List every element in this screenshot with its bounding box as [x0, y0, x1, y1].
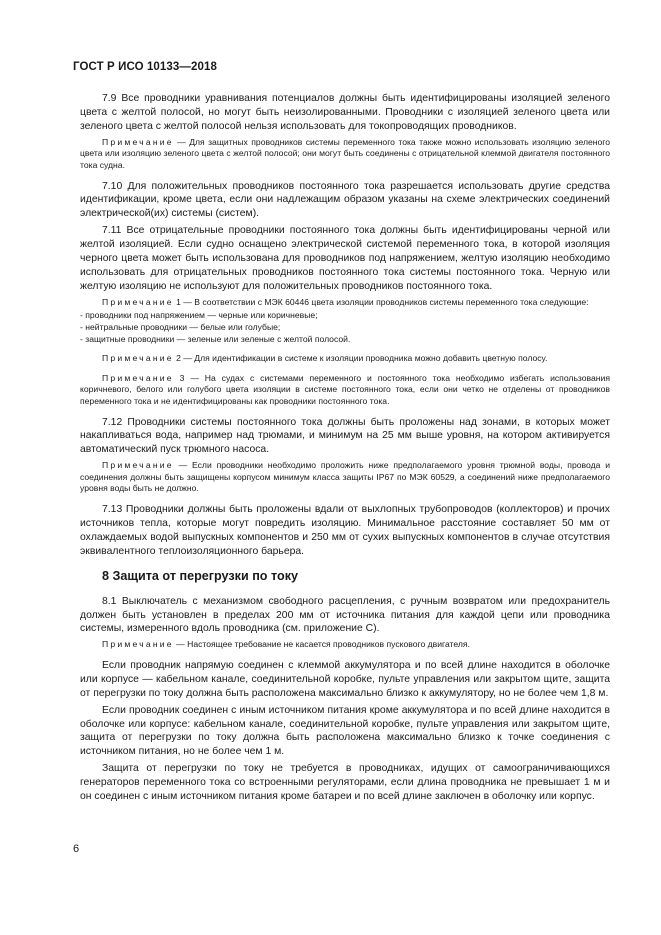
note-text: 3 — На судах с системами переменного и постоянного тока необходимо избегать использования коричневого, белого или голубого цвета изоляции в системе постоянного тока, если они четко не отделены от проводников переменного тока и не идентифицированы как проводники постоянного тока. — [80, 372, 610, 406]
note-7-11-2 — [80, 353, 610, 365]
list-item: - нейтральные проводники — белые или голубые; — [80, 321, 281, 332]
note-7-11-1 — [80, 297, 610, 309]
section-8-heading: 8 Защита от перегрузки по току — [102, 568, 299, 583]
paragraph-7-11: 7.11 Все отрицательные проводники постоянного тока должны быть идентифицированы черной или желтой изоляцией. Если судно оснащено электрической системой переменного тока, в которой изоляция черного цвета может быть использована для проводников под напряжением, желтую изоляцию необходимо использовать для отрицательных проводников постоянного тока системы постоянного тока. Черную или желтую изоляцию не используют для положительных проводников постоянного тока. — [80, 225, 610, 292]
note-label: Примечание — [102, 639, 174, 650]
note-7-11-3 — [80, 373, 610, 408]
note-text: — Настоящее требование не касается проводников пускового двигателя. — [173, 639, 470, 650]
note-text: 1 — В соответствии с МЭК 60446 цвета изоляции проводников системы переменного тока следующие: — [173, 296, 589, 307]
note-8-1 — [80, 639, 610, 651]
paragraph-7-12: 7.12 Проводники системы постоянного тока должны быть проложены над зонами, в которых может накапливаться вода, например над трюмами, и минимум на 25 мм выше уровня, на котором активируется автоматический пуск трюмного насоса. — [80, 416, 610, 456]
paragraph-7-10: 7.10 Для положительных проводников постоянного тока разрешается использовать другие средства идентификации, кроме цвета, если они надлежащим образом указаны на схеме электрических соединений электрической(их) системы (систем). — [80, 180, 610, 220]
note-label: Примечание — [102, 460, 174, 471]
paragraph-8-2: Если проводник напрямую соединен с клеммой аккумулятора и по всей длине находится в оболочке или корпусе — кабельном канале, соединительной коробке, пульте управления или закрытом щите, защита от перегрузки по току должна быть расположена максимально близко к аккумулятору, но не более чем 1,8 м. — [80, 659, 610, 699]
note-text: — Если проводники необходимо проложить ниже предполагаемого уровня трюмной воды, провода и соединения должны быть защищены корпусом минимум класса защиты IP67 по МЭК 60529, а соединений ниже предполагаемого уровня воды быть не должно. — [80, 460, 610, 494]
note-7-9 — [80, 137, 610, 172]
color-list — [80, 310, 610, 345]
page-number: 6 — [73, 843, 80, 855]
paragraph-7-13: 7.13 Проводники должны быть проложены вдали от выхлопных трубопроводов (коллекторов) и прочих источников тепла, которые могут повредить изоляцию. Минимальное расстояние составляет 50 мм от охлаждаемых водой выпускных компонентов и 250 мм от сухих выпускных компонентов в случае отсутствия эквивалентного теплоизоляционного барьера. — [80, 504, 610, 557]
paragraph-8-4: Защита от перегрузки по току не требуется в проводниках, идущих от самоограничивающихся генераторов переменного тока со встроенными регуляторами, если длина проводника не превышает 1 м и он соединен с иным источником питания кроме батареи и по всей длине заключен в оболочку или корпус. — [80, 763, 610, 803]
list-item: - защитные проводники — зеленые или зеленые с желтой полосой. — [80, 333, 351, 344]
note-7-12 — [80, 460, 610, 495]
note-label: Примечание — [102, 372, 174, 383]
document-header: ГОСТ Р ИСО 10133—2018 — [73, 61, 218, 73]
paragraph-8-3: Если проводник соединен с иным источником питания кроме аккумулятора и по всей длине находится в оболочке или корпусе: кабельном канале, соединительной коробке, пульте управления или закрытом щите, защита от перегрузки по току должна быть расположена максимально близко к точке соединения с источником питания, но не более чем 1 м. — [80, 704, 610, 758]
note-label: Примечание — [102, 353, 174, 364]
paragraph-7-9: 7.9 Все проводники уравнивания потенциалов должны быть идентифицированы изоляцией зеленого цвета с желтой полосой, но могут быть неизолированными. Проводники с изоляцией зеленого цвета или зеленого цвета с желтой полосой нельзя использовать для токопроводящих проводников. — [80, 93, 610, 132]
note-label: Примечание — [102, 296, 174, 307]
note-text: — Для защитных проводников системы переменного тока также можно использовать изоляцию зеленого цвета или изоляцию зеленого цвета с желтой полосой; они могут быть соединены с отрицательной клеммой двигателя постоянного тока судна. — [80, 136, 610, 170]
note-text: 2 — Для идентификации в системе к изоляции проводника можно добавить цветную полосу. — [173, 353, 548, 364]
paragraph-8-1: 8.1 Выключатель с механизмом свободного расцепления, с ручным возвратом или предохранитель должен быть установлен в пределах 200 мм от источника питания для каждой цепи или проводника системы, измеренного вдоль проводника (см. приложение С). — [80, 595, 610, 635]
note-label: Примечание — [102, 136, 174, 147]
document-body — [80, 92, 610, 807]
list-item: - проводники под напряжением — черные или коричневые; — [80, 310, 318, 321]
